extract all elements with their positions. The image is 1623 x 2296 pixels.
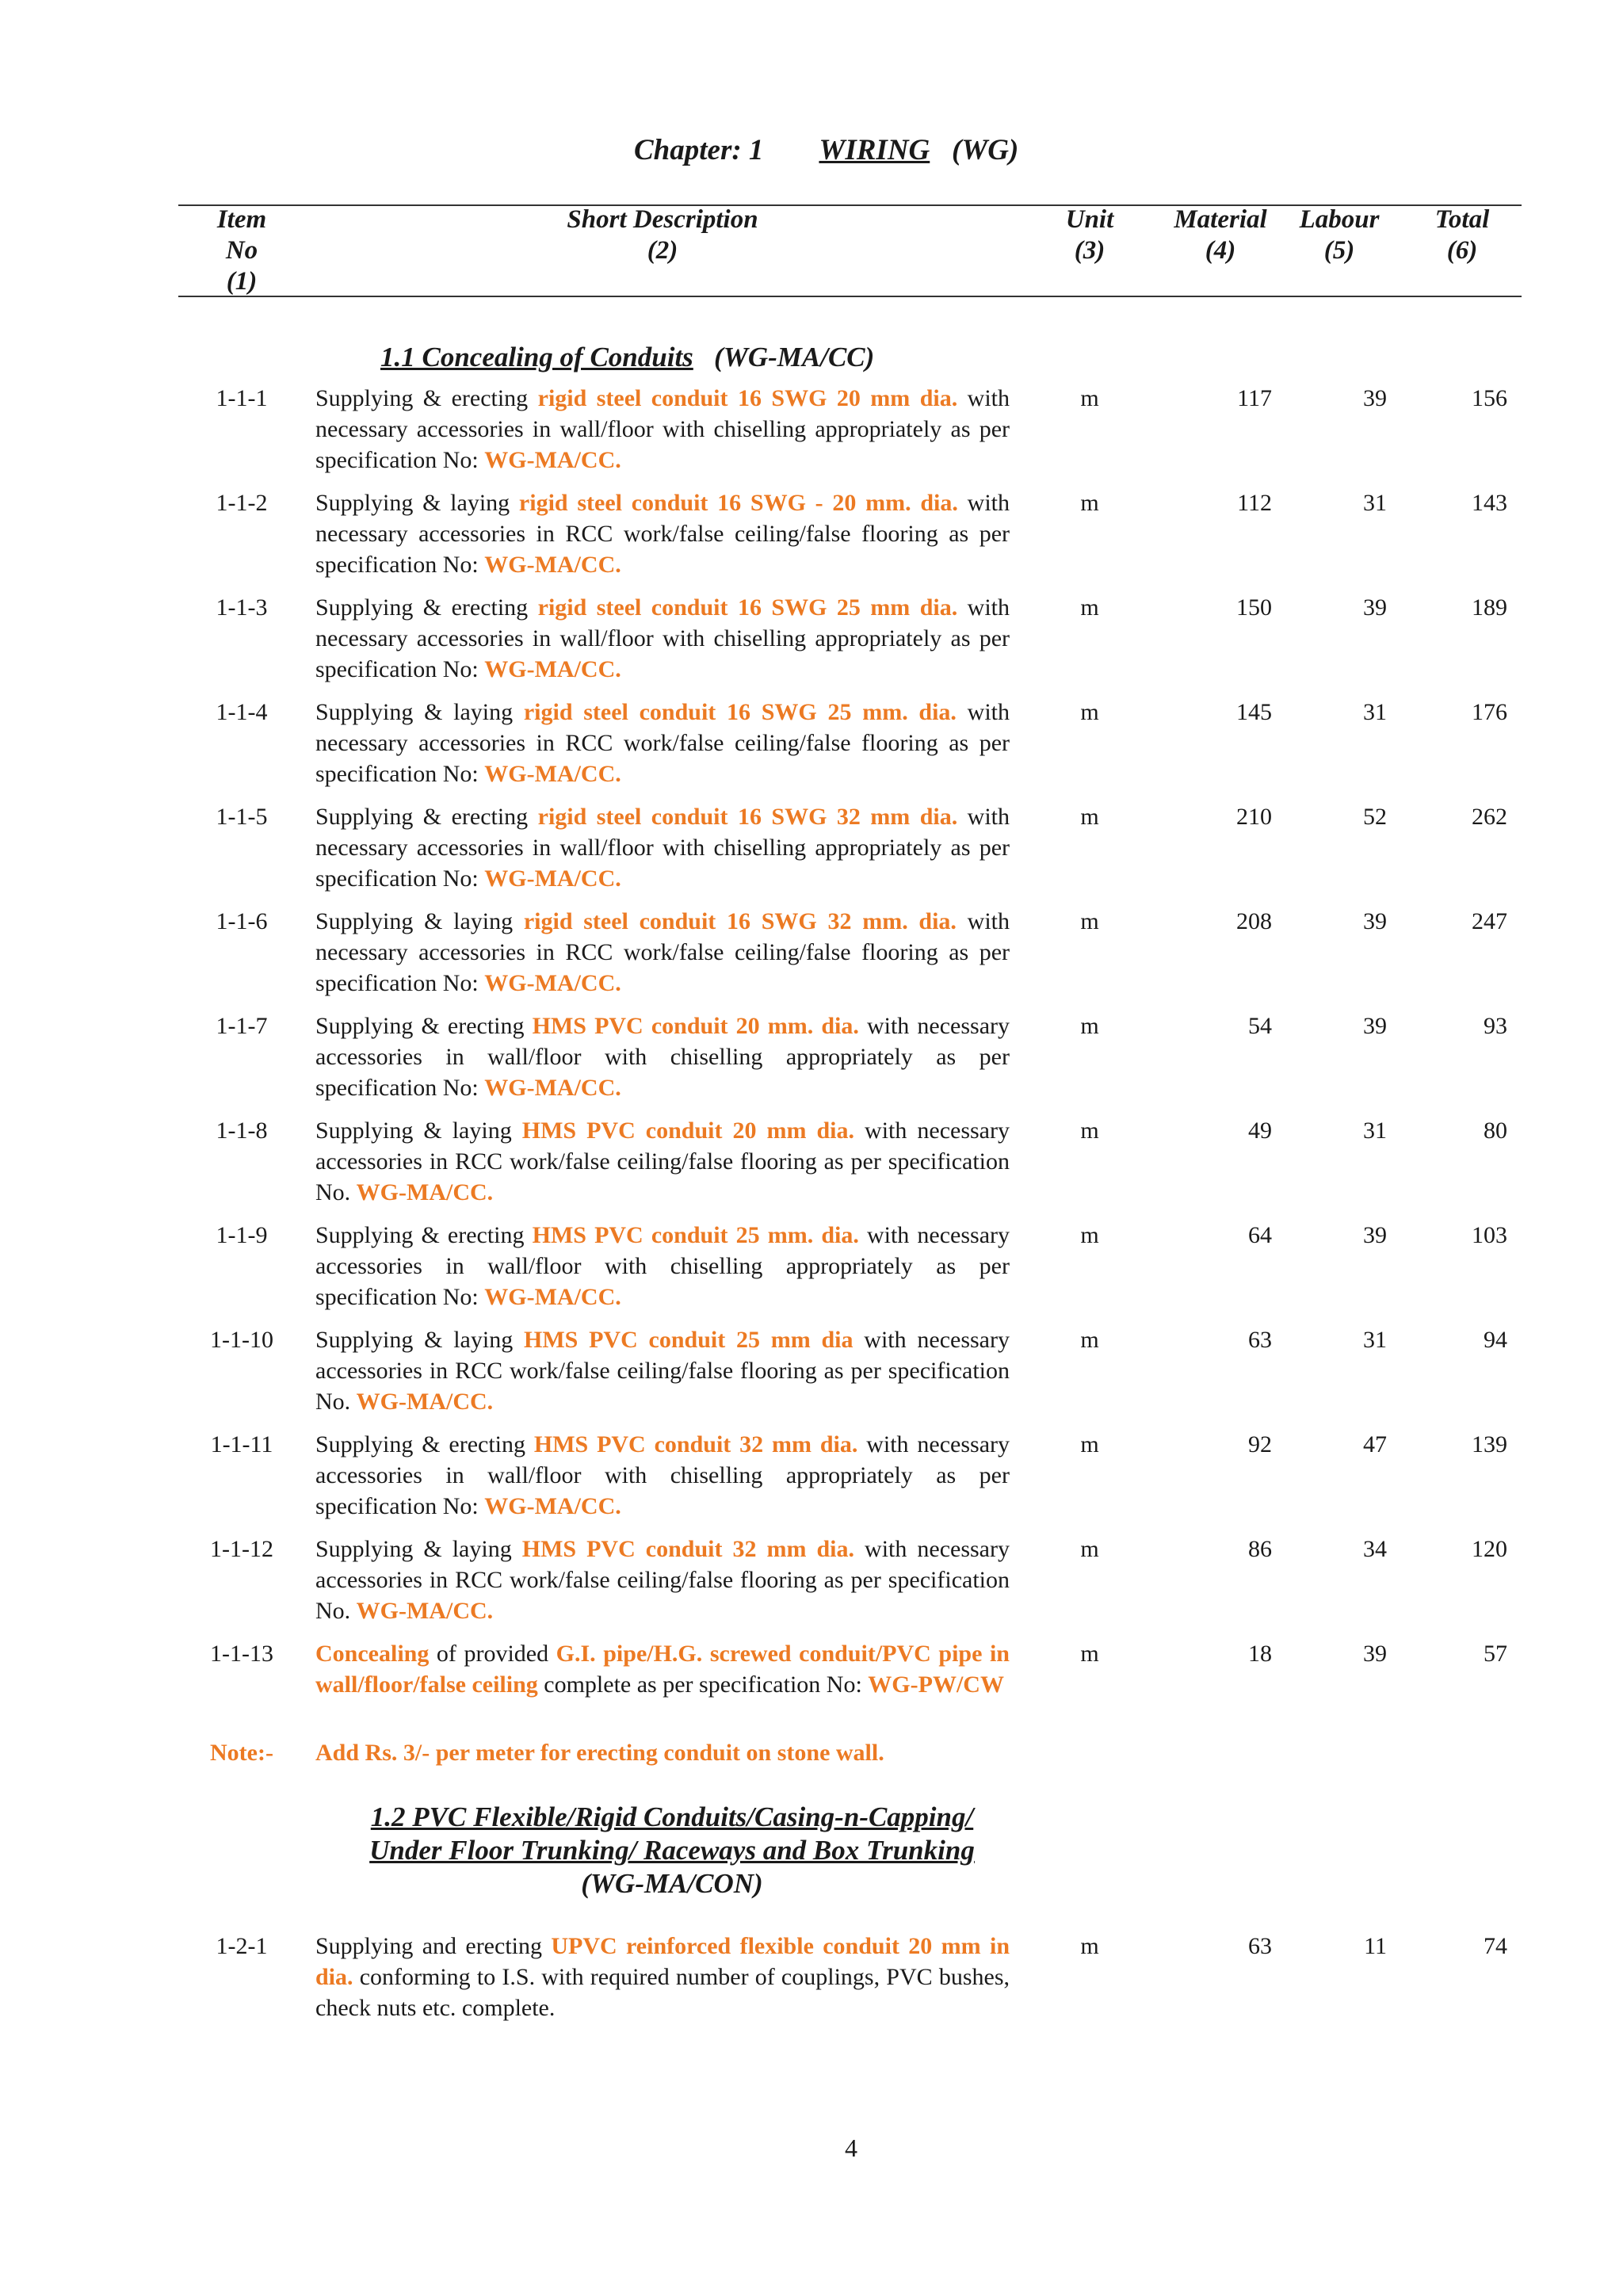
section-title-1-1 <box>380 341 874 374</box>
item-description <box>315 1220 1010 1312</box>
highlighted-text: WG-MA/CC. <box>484 1493 621 1519</box>
section-1-2-line2: Under Floor Trunking/ Raceways and Box Trunking <box>369 1835 975 1866</box>
highlighted-text: WG-MA/CC. <box>484 761 621 787</box>
description-text: Supplying & laying <box>315 1536 522 1562</box>
chapter-code: (WG) <box>952 134 1019 166</box>
description-text: Supplying & laying <box>315 699 524 725</box>
item-unit: m <box>1080 1431 1099 1457</box>
description-text: Supplying & erecting <box>315 385 538 411</box>
header-item-no-line3: (1) <box>226 267 258 296</box>
item-unit: m <box>1080 1117 1099 1144</box>
item-total-rate: 139 <box>1472 1431 1507 1457</box>
item-total-rate: 189 <box>1472 594 1507 621</box>
highlighted-text: WG-MA/CC. <box>484 656 621 682</box>
description-text: with necessary accessories in RCC work/false ceiling/false flooring as per specification No. <box>315 1536 1010 1624</box>
item-unit: m <box>1080 385 1099 411</box>
header-material <box>1165 204 1276 266</box>
description-text: with necessary accessories in RCC work/false ceiling/false flooring as per specification No. <box>315 1327 1010 1415</box>
item-unit: m <box>1080 1013 1099 1039</box>
highlighted-text: HMS PVC conduit 32 mm dia. <box>521 1536 855 1562</box>
item-material-rate: 63 <box>1248 1327 1272 1353</box>
header-item-no-line1: Item <box>216 205 267 234</box>
note-text: Add Rs. 3/- per meter for erecting conduit on stone wall. <box>315 1740 884 1766</box>
item-total-rate: 94 <box>1484 1327 1507 1353</box>
highlighted-text: rigid steel conduit 16 SWG 32 mm dia. <box>537 804 958 830</box>
chapter-prefix: Chapter: 1 <box>634 134 764 166</box>
item-description <box>315 592 1010 685</box>
item-description <box>315 1115 1010 1208</box>
item-material-rate: 117 <box>1237 385 1272 411</box>
description-text: Supplying and erecting <box>315 1933 552 1959</box>
header-item-no <box>194 204 289 297</box>
item-number: 1-1-9 <box>216 1222 268 1248</box>
description-text: with necessary accessories in wall/floor with chiselling appropriately as per specification No: <box>315 385 1010 473</box>
item-labour-rate: 31 <box>1363 1327 1387 1353</box>
highlighted-text: G.I. pipe/H.G. screwed conduit/PVC pipe in wall/floor/false ceiling <box>315 1641 1010 1698</box>
highlighted-text: WG-MA/CC. <box>484 552 621 578</box>
section-1-2-line1: 1.2 PVC Flexible/Rigid Conduits/Casing-n-Capping/ <box>370 1801 974 1832</box>
item-total-rate: 143 <box>1472 490 1507 516</box>
item-material-rate: 18 <box>1248 1641 1272 1667</box>
highlighted-text: WG-PW/CW <box>868 1671 1004 1698</box>
highlighted-text: HMS PVC conduit 25 mm dia <box>523 1327 854 1353</box>
description-text: with necessary accessories in wall/floor with chiselling appropriately as per specification No: <box>315 1013 1010 1101</box>
highlighted-text: WG-MA/CC. <box>484 970 621 996</box>
item-number: 1-1-1 <box>216 385 268 411</box>
item-number: 1-1-7 <box>216 1013 268 1039</box>
description-text: with necessary accessories in wall/floor with chiselling appropriately as per specification No: <box>315 594 1010 682</box>
highlighted-text: HMS PVC conduit 32 mm dia. <box>533 1431 858 1457</box>
item-number: 1-1-12 <box>210 1536 273 1562</box>
item-material-rate: 112 <box>1237 490 1272 516</box>
highlighted-text: WG-MA/CC. <box>484 447 621 473</box>
item-number: 1-1-8 <box>216 1117 268 1144</box>
item-total-rate: 74 <box>1484 1933 1507 1959</box>
description-text: with necessary accessories in wall/floor with chiselling appropriately as per specification No: <box>315 1222 1010 1310</box>
item-labour-rate: 39 <box>1363 1013 1387 1039</box>
highlighted-text: WG-MA/CC. <box>356 1389 494 1415</box>
item-total-rate: 103 <box>1472 1222 1507 1248</box>
item-total-rate: 176 <box>1472 699 1507 725</box>
item-labour-rate: 39 <box>1363 1641 1387 1667</box>
header-unit-line1: Unit <box>1065 205 1114 234</box>
section-1-1-code: (WG-MA/CC) <box>714 342 875 372</box>
item-total-rate: 93 <box>1484 1013 1507 1039</box>
description-text: Supplying & laying <box>315 1327 524 1353</box>
description-text: with necessary accessories in wall/floor with chiselling appropriately as per specification No: <box>315 804 1010 892</box>
item-labour-rate: 31 <box>1363 1117 1387 1144</box>
highlighted-text: rigid steel conduit 16 SWG 25 mm. dia. <box>523 699 957 725</box>
highlighted-text: WG-MA/CC. <box>484 1284 621 1310</box>
description-text: Supplying & erecting <box>315 594 538 621</box>
item-description <box>315 1010 1010 1103</box>
item-description <box>315 1429 1010 1522</box>
item-description <box>315 487 1010 580</box>
header-total-line2: (6) <box>1446 236 1478 265</box>
item-total-rate: 156 <box>1472 385 1507 411</box>
item-labour-rate: 31 <box>1363 490 1387 516</box>
item-labour-rate: 39 <box>1363 385 1387 411</box>
highlighted-text: HMS PVC conduit 20 mm. dia. <box>532 1013 859 1039</box>
section-1-1-name: 1.1 Concealing of Conduits <box>380 342 693 372</box>
item-number: 1-1-11 <box>210 1431 273 1457</box>
item-material-rate: 150 <box>1236 594 1272 621</box>
item-material-rate: 210 <box>1236 804 1272 830</box>
item-material-rate: 54 <box>1248 1013 1272 1039</box>
highlighted-text: rigid steel conduit 16 SWG 20 mm dia. <box>537 385 958 411</box>
header-labour-line1: Labour <box>1299 205 1380 234</box>
item-number: 1-1-10 <box>210 1327 273 1353</box>
item-material-rate: 49 <box>1248 1117 1272 1144</box>
item-unit: m <box>1080 594 1099 621</box>
item-total-rate: 247 <box>1472 908 1507 934</box>
description-text: Supplying & laying <box>315 1117 522 1144</box>
item-unit: m <box>1080 1641 1099 1667</box>
item-labour-rate: 52 <box>1363 804 1387 830</box>
item-material-rate: 92 <box>1248 1431 1272 1457</box>
item-material-rate: 86 <box>1248 1536 1272 1562</box>
item-material-rate: 145 <box>1236 699 1272 725</box>
header-total <box>1419 204 1506 266</box>
item-number: 1-1-5 <box>216 804 268 830</box>
item-unit: m <box>1080 1536 1099 1562</box>
section-1-2-code: (WG-MA/CON) <box>581 1868 763 1899</box>
item-total-rate: 262 <box>1472 804 1507 830</box>
item-number: 1-2-1 <box>216 1933 268 1959</box>
header-labour-line2: (5) <box>1323 236 1355 265</box>
item-labour-rate: 47 <box>1363 1431 1387 1457</box>
description-text: of provided <box>429 1641 556 1667</box>
item-unit: m <box>1080 490 1099 516</box>
header-bottom-rule <box>178 296 1522 297</box>
description-text: Supplying & erecting <box>315 1013 533 1039</box>
description-text: Supplying & laying <box>315 490 519 516</box>
item-description <box>315 1638 1010 1700</box>
page-number: 4 <box>845 2134 857 2162</box>
section-title-1-2 <box>268 1801 1076 1901</box>
item-total-rate: 120 <box>1472 1536 1507 1562</box>
chapter-title <box>634 133 1018 167</box>
highlighted-text: HMS PVC conduit 20 mm dia. <box>521 1117 855 1144</box>
description-text: complete as per specification No: <box>537 1671 869 1698</box>
item-total-rate: 80 <box>1484 1117 1507 1144</box>
header-description-line1: Short Description <box>567 205 758 234</box>
highlighted-text: UPVC reinforced flexible conduit 20 mm in dia. <box>315 1933 1010 1990</box>
item-description <box>315 906 1010 999</box>
item-number: 1-1-2 <box>216 490 268 516</box>
item-unit: m <box>1080 908 1099 934</box>
item-unit: m <box>1080 1933 1099 1959</box>
item-number: 1-1-3 <box>216 594 268 621</box>
description-text: Supplying & laying <box>315 908 524 934</box>
item-material-rate: 208 <box>1236 908 1272 934</box>
header-material-line1: Material <box>1174 205 1267 234</box>
item-labour-rate: 39 <box>1363 1222 1387 1248</box>
highlighted-text: WG-MA/CC. <box>484 1075 621 1101</box>
item-labour-rate: 11 <box>1364 1933 1387 1959</box>
note-label: Note:- <box>210 1740 273 1766</box>
item-description <box>315 1534 1010 1626</box>
description-text: conforming to I.S. with required number of couplings, PVC bushes, check nuts etc. complete. <box>315 1964 1010 2021</box>
item-description <box>315 1324 1010 1417</box>
highlighted-text: rigid steel conduit 16 SWG 25 mm dia. <box>537 594 958 621</box>
description-text: with necessary accessories in wall/floor with chiselling appropriately as per specification No: <box>315 1431 1010 1519</box>
item-unit: m <box>1080 699 1099 725</box>
description-text: with necessary accessories in RCC work/false ceiling/false flooring as per specification No. <box>315 1117 1010 1205</box>
header-total-line1: Total <box>1434 205 1490 234</box>
item-number: 1-1-4 <box>216 699 268 725</box>
item-description <box>315 697 1010 789</box>
description-text: with necessary accessories in RCC work/false ceiling/false flooring as per specification No: <box>315 908 1010 996</box>
description-text: with necessary accessories in RCC work/false ceiling/false flooring as per specification No: <box>315 699 1010 787</box>
item-labour-rate: 39 <box>1363 594 1387 621</box>
chapter-name: WIRING <box>819 134 930 166</box>
item-description <box>315 383 1010 476</box>
description-text: Supplying & erecting <box>315 1431 534 1457</box>
item-number: 1-1-6 <box>216 908 268 934</box>
item-labour-rate: 31 <box>1363 699 1387 725</box>
highlighted-text: HMS PVC conduit 25 mm. dia. <box>532 1222 859 1248</box>
highlighted-text: Concealing <box>315 1641 430 1667</box>
header-unit <box>1050 204 1129 266</box>
item-labour-rate: 34 <box>1363 1536 1387 1562</box>
highlighted-text: rigid steel conduit 16 SWG 32 mm. dia. <box>523 908 957 934</box>
item-material-rate: 63 <box>1248 1933 1272 1959</box>
item-total-rate: 57 <box>1484 1641 1507 1667</box>
header-labour <box>1288 204 1391 266</box>
header-material-line2: (4) <box>1205 236 1236 265</box>
highlighted-text: WG-MA/CC. <box>356 1598 494 1624</box>
header-description-line2: (2) <box>647 236 678 265</box>
highlighted-text: WG-MA/CC. <box>356 1179 494 1205</box>
item-material-rate: 64 <box>1248 1222 1272 1248</box>
header-item-no-line2: No <box>225 236 258 265</box>
description-text: Supplying & erecting <box>315 1222 533 1248</box>
item-unit: m <box>1080 1222 1099 1248</box>
description-text: with necessary accessories in RCC work/false ceiling/false flooring as per specification No: <box>315 490 1010 578</box>
highlighted-text: rigid steel conduit 16 SWG - 20 mm. dia. <box>518 490 958 516</box>
item-description <box>315 801 1010 894</box>
item-description <box>315 1931 1010 2023</box>
header-unit-line2: (3) <box>1074 236 1106 265</box>
item-labour-rate: 39 <box>1363 908 1387 934</box>
highlighted-text: WG-MA/CC. <box>484 865 621 892</box>
description-text: Supplying & erecting <box>315 804 538 830</box>
item-unit: m <box>1080 1327 1099 1353</box>
item-unit: m <box>1080 804 1099 830</box>
header-description <box>315 204 1010 266</box>
item-number: 1-1-13 <box>210 1641 273 1667</box>
